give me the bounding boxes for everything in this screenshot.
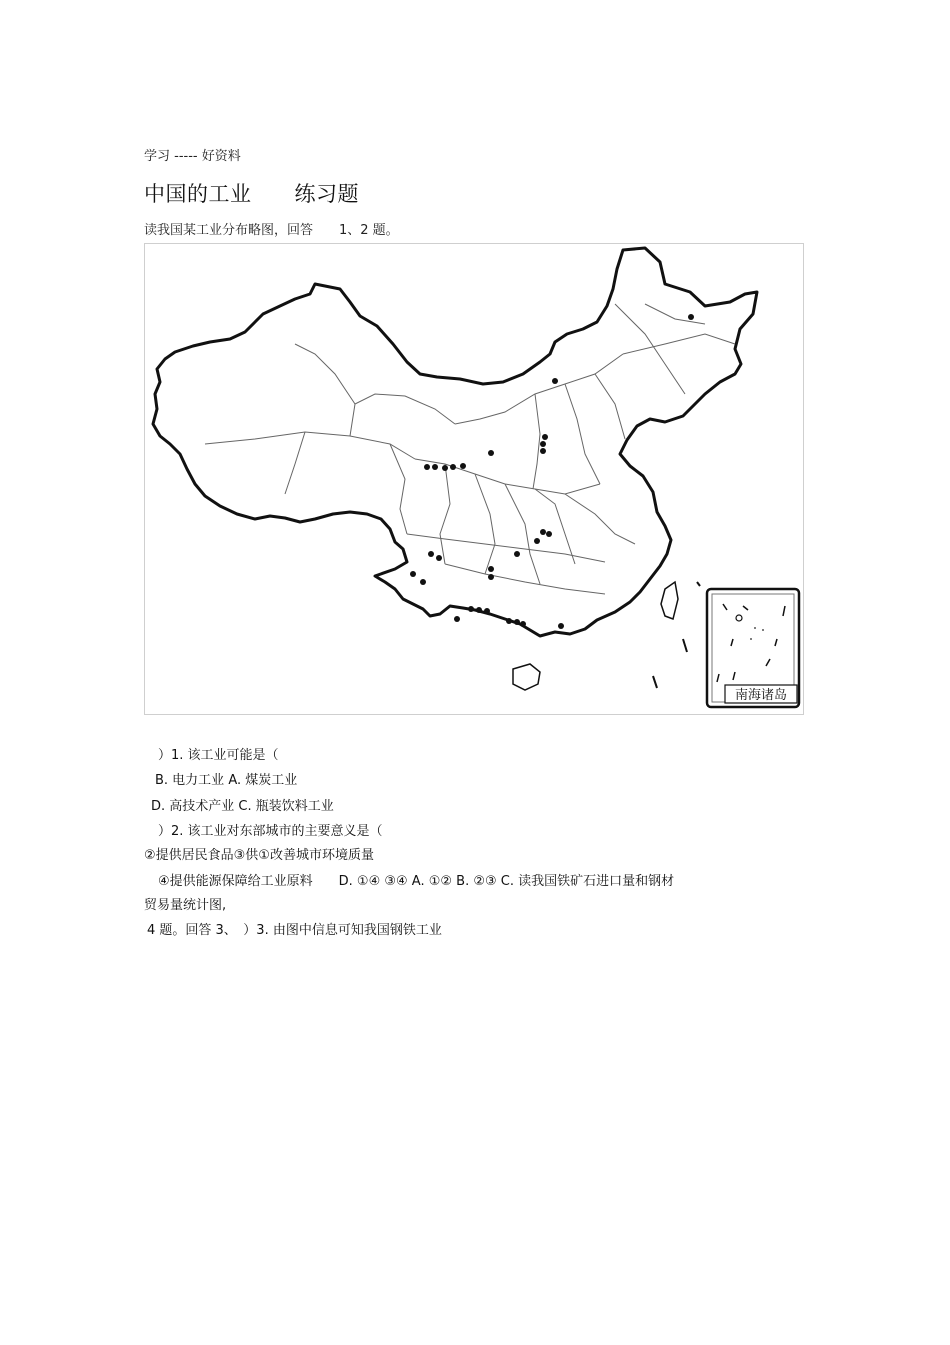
- inset-label: 南海诸岛: [734, 688, 788, 703]
- q2-statements-line2: ④提供能源保障给工业原料 D. ①④ ③④ A. ①② B. ②③ C. 读我国铁矿石进口量和钢材: [158, 874, 675, 889]
- page-header: 学习 ----- 好资料: [144, 149, 241, 164]
- china-industry-map: [144, 243, 804, 715]
- south-sea-inset: [707, 589, 799, 707]
- question-1: ）1. 该工业可能是（: [158, 748, 279, 763]
- industry-dots: [410, 314, 694, 629]
- coastal-dashes: [653, 582, 700, 688]
- q2-statements-line1: ②提供居民食品③供①改善城市环境质量: [144, 848, 374, 863]
- map-drawing: [145, 244, 805, 716]
- question-2: ）2. 该工业对东部城市的主要意义是（: [158, 824, 383, 839]
- national-border: [153, 248, 757, 636]
- q1-options-b-a: B. 电力工业 A. 煤炭工业: [155, 773, 298, 788]
- intro-text: 读我国某工业分布略图，回答 1、2 题。: [144, 223, 399, 238]
- hainan-island: [513, 664, 540, 690]
- province-boundaries: [205, 304, 735, 594]
- intro-3-4: 贸易量统计图,: [144, 898, 227, 913]
- page-title: 中国的工业 练习题: [144, 182, 359, 206]
- question-3: 4 题。回答 3、 ）3. 由图中信息可知我国钢铁工业: [147, 923, 442, 938]
- taiwan-island: [661, 582, 678, 619]
- q1-options-d-c: D. 高技术产业 C. 瓶装饮料工业: [151, 799, 334, 814]
